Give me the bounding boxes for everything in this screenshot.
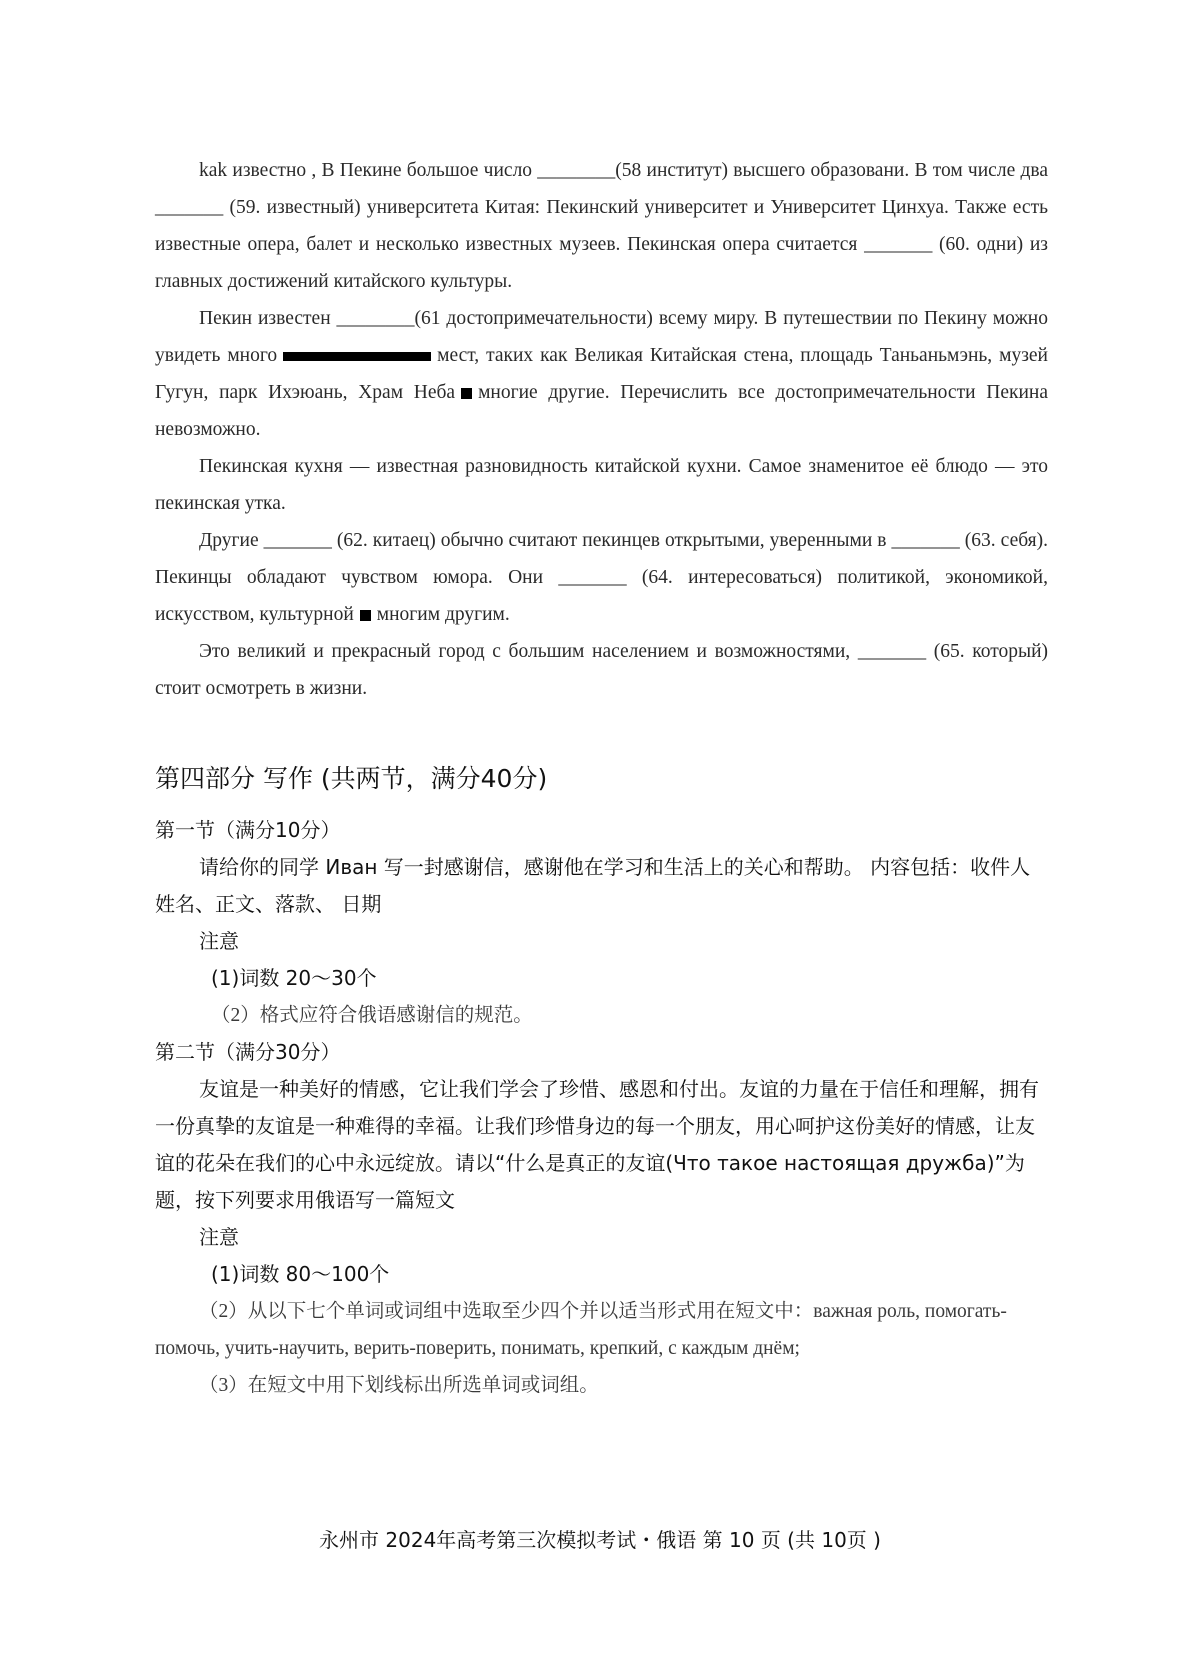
passage-paragraph-2: [155, 300, 1048, 448]
part2-note-1: (1)词数 80～100个: [211, 1262, 390, 1286]
part2-note-2: （2）从以下七个单词或词组中选取至少四个并以适当形式用在短文中：важная роль, помогать-помочь, учить-научить, верить-поверить, понимать, крепкий, с каждым днём;: [155, 1301, 1007, 1359]
passage-paragraph-1: kak известно , В Пекине большое число ________(58 институт) высшего образовани. В том числе два _______ (59. известный) университета Китая: Пекинский университет и Университет Цинхуа. Также есть известные опера, балет и несколько известных музеев. Пекинская опера считается _______ (60. одни) из главных достижений китайского культуры.: [155, 160, 1048, 292]
part1-note-2: （2）格式应符合俄语感谢信的规范。: [211, 1005, 533, 1026]
part2-note-3: （3）在短文中用下划线标出所选单词或词组。: [199, 1375, 599, 1396]
page-footer: 永州市 2024年高考第三次模拟考试・俄语 第 10 页 (共 10页 ): [319, 1528, 881, 1552]
part1-note-1: (1)词数 20～30个: [211, 966, 377, 990]
passage-paragraph-3: Пекинская кухня — известная разновидность китайской кухни. Самое знаменитое её блюдо — это пекинская утка.: [155, 456, 1048, 514]
part1-prompt: 请给你的同学 Иван 写一封感谢信，感谢他在学习和生活上的关心和帮助。 内容包括：收件人姓名、正文、落款、 日期: [155, 855, 1031, 916]
part1-heading: 第一节（满分10分）: [155, 818, 341, 842]
passage-paragraph-5: Это великий и прекрасный город с большим населением и возможностями, _______ (65. который) стоит осмотреть в жизни.: [155, 641, 1048, 699]
writing-part-1: [155, 812, 1048, 1404]
part2-heading: 第二节（满分30分）: [155, 1040, 341, 1064]
passage-paragraph-4-part-b: многим другим.: [376, 604, 510, 625]
redaction-square: [461, 388, 472, 399]
passage-paragraph-4-part-a: Другие _______ (62. китаец) обычно считают пекинцев открытыми, уверенными в _______ (63. себя). Пекинцы обладают чувством юмора. Они _______ (64. интересоваться) политикой, экономикой, искусством, культурной: [155, 530, 1048, 625]
russian-passage: [155, 152, 1048, 707]
section-title: 第四部分 写作 (共两节，满分40分): [155, 764, 548, 793]
part2-note-label: 注意: [199, 1225, 239, 1249]
redaction-square: [360, 610, 371, 621]
part2-prompt: 友谊是一种美好的情感，它让我们学会了珍惜、感恩和付出。友谊的力量在于信任和理解，拥有一份真挚的友谊是一种难得的幸福。让我们珍惜身边的每一个朋友，用心呵护这份美好的情感，让友谊的花朵在我们的心中永远绽放。请以“什么是真正的友谊(Что такое настоящая дружба)”为题，按下列要求用俄语写一篇短文: [155, 1077, 1039, 1212]
part1-note-label: 注意: [199, 929, 239, 953]
passage-paragraph-2-part-b: мест, таких как Великая Китайская стена, площадь Таньаньмэнь, музей Гугун, парк Ихэюань, Храм Неба: [155, 345, 1048, 403]
passage-paragraph-2-part-c: многие другие. Перечислить все достопримечательности Пекина невозможно.: [155, 382, 1048, 440]
passage-paragraph-4: [155, 522, 1048, 633]
passage-paragraph-2-part-a: Пекин известен ________(61 достопримечательности) всему миру. В путешествии по Пекину можно увидеть много: [155, 308, 1048, 366]
redaction-bar: [283, 352, 431, 361]
